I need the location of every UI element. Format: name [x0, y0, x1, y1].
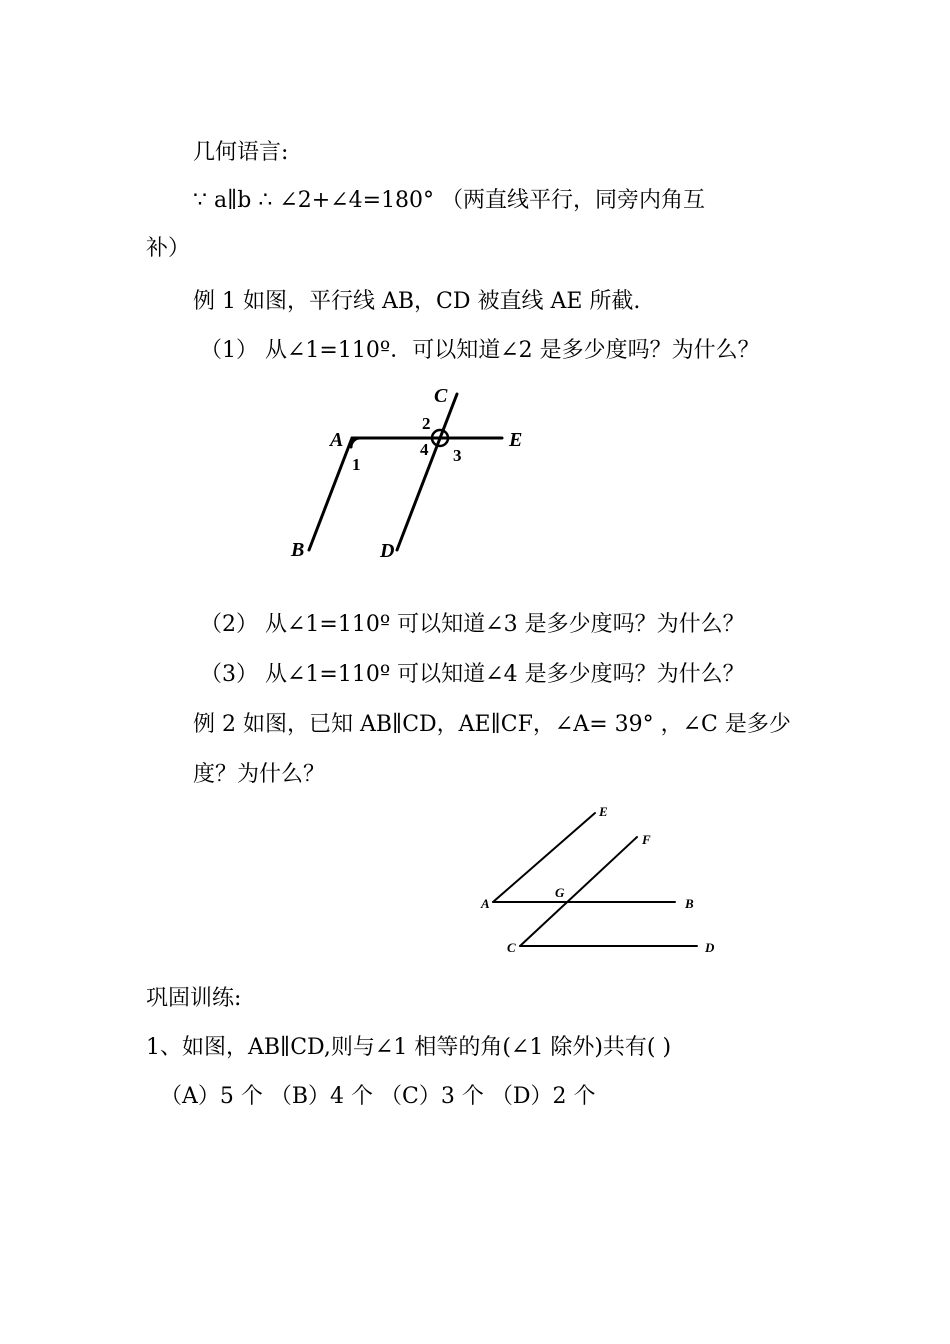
question-3: （3） 从∠1=110º 可以知道∠4 是多少度吗？为什么？: [200, 662, 745, 687]
example1-heading: 例 1 如图，平行线 AB，CD 被直线 AE 所截.: [193, 289, 641, 314]
example2-line1: 例 2 如图，已知 AB∥CD，AE∥CF，∠A= 39° ，∠C 是多少: [193, 712, 791, 737]
point-d-label: D: [380, 540, 395, 562]
angle-2-label: 2: [422, 414, 431, 433]
point-e-label: E: [599, 804, 608, 819]
practice-heading: 巩固训练:: [146, 986, 242, 1011]
point-c-label: C: [507, 940, 516, 955]
point-b-label: B: [291, 539, 305, 561]
point-a-label: A: [481, 896, 490, 911]
exercise-1-options: （A）5 个 （B）4 个 （C）3 个 （D）2 个: [160, 1084, 596, 1109]
figure-1-parallel-lines: [280, 380, 540, 570]
point-e-label: E: [509, 429, 523, 451]
point-c-label: C: [434, 385, 448, 407]
point-b-label: B: [685, 896, 694, 911]
point-g-label: G: [555, 885, 565, 900]
point-a-label: A: [330, 429, 344, 451]
line-ab: [309, 438, 352, 550]
angle-1-label: 1: [352, 455, 361, 474]
line-ae: [493, 813, 595, 902]
point-f-label: F: [642, 832, 651, 847]
example2-line2: 度？为什么？: [193, 762, 326, 787]
figure-2-parallel-lines: [475, 800, 725, 965]
geometry-language-label: 几何语言:: [193, 140, 289, 165]
exercise-1: 1、如图，AB∥CD,则与∠1 相等的角(∠1 除外)共有( ): [146, 1035, 672, 1060]
question-1: （1） 从∠1=110º．可以知道∠2 是多少度吗？为什么？: [200, 338, 760, 363]
parallel-statement-line2: 补）: [146, 236, 191, 261]
angle-4-label: 4: [420, 440, 429, 459]
question-2: （2） 从∠1=110º 可以知道∠3 是多少度吗？为什么？: [200, 612, 745, 637]
point-d-label: D: [705, 940, 715, 955]
parallel-statement-line1: ∵ a∥b ∴ ∠2+∠4=180° （两直线平行，同旁内角互: [193, 188, 706, 213]
line-cf: [520, 837, 637, 946]
angle-3-label: 3: [453, 446, 462, 465]
